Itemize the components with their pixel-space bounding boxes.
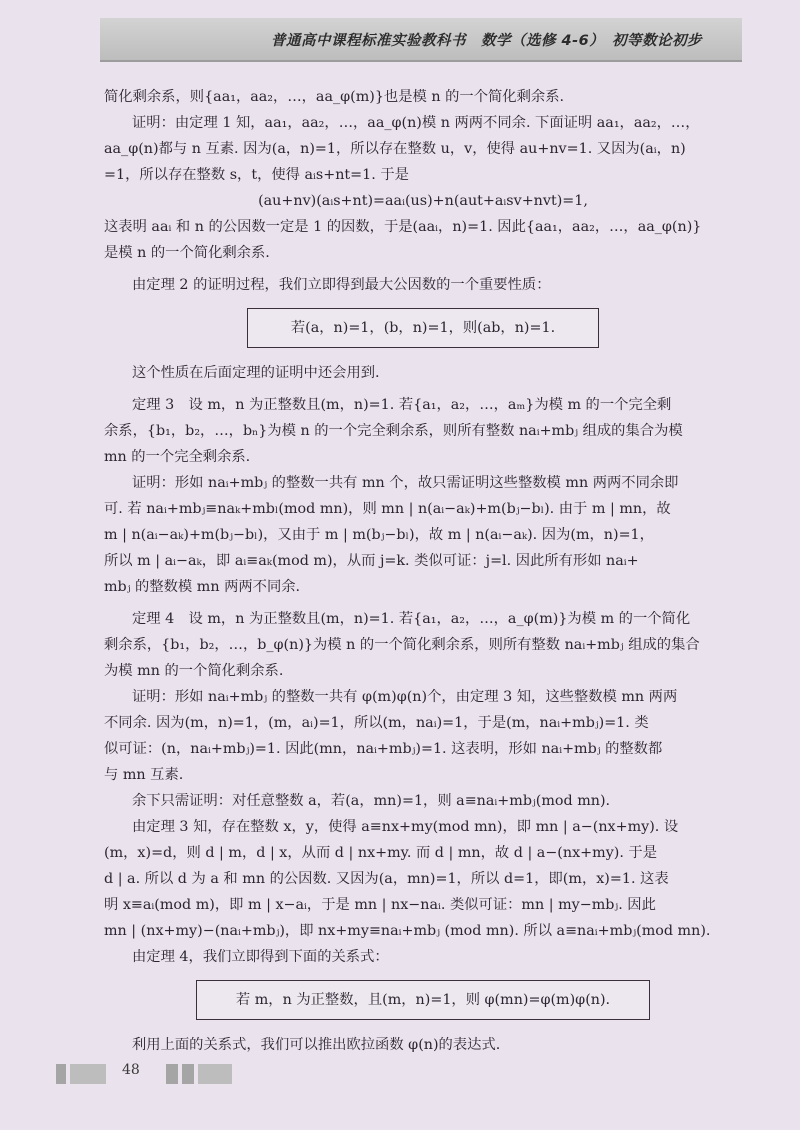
footer-decor-block: [182, 1064, 194, 1084]
proof-line: =1，所以存在整数 s，t，使得 aᵢs+nt=1. 于是: [104, 167, 409, 183]
proof-line: 证明：由定理 1 知，aa₁，aa₂，…，aa_φ(n)模 n 两两不同余. 下面证明 aa₁，aa₂，…，: [132, 115, 700, 131]
paragraph: 简化剩余系，则{aa₁，aa₂，…，aa_φ(m)}也是模 n 的一个简化剩余系.: [104, 89, 565, 105]
proof-line: (m，x)=d，则 d | m，d | x，从而 d | nx+my. 而 d | mn，故 d | a−(nx+my). 于是: [104, 845, 658, 861]
proof-line: 可. 若 naᵢ+mbⱼ≡naₖ+mbₗ(mod mn)，则 mn | n(aᵢ−aₖ)+m(bⱼ−bₗ). 由于 m | mn，故: [104, 501, 671, 517]
paragraph: 利用上面的关系式，我们可以推出欧拉函数 φ(n)的表达式.: [132, 1037, 501, 1053]
equation: (au+nv)(aᵢs+nt)=aaᵢ(us)+n(aut+aᵢsv+nvt)=1,: [258, 193, 588, 209]
footer-decor-block: [56, 1064, 66, 1084]
proof-line: mbⱼ 的整数模 mn 两两不同余.: [104, 579, 301, 595]
proof-line: 不同余. 因为(m，n)=1，(m，aᵢ)=1，所以(m，naᵢ)=1，于是(m，naᵢ+mbⱼ)=1. 类: [104, 715, 649, 731]
running-header: [100, 18, 742, 62]
header-title: 普通高中课程标准实验教科书 数学（选修 4-6） 初等数论初步: [271, 33, 702, 49]
proof-line: 明 x≡aᵢ(mod m)，即 m | x−aᵢ，于是 mn | nx−naᵢ. 类似可证：mn | my−mbⱼ. 因此: [104, 897, 656, 913]
proof-line: 似可证：(n，naᵢ+mbⱼ)=1. 因此(mn，naᵢ+mbⱼ)=1. 这表明，形如 naᵢ+mbⱼ 的整数都: [104, 741, 663, 757]
proof-line: 由定理 3 知，存在整数 x，y，使得 a≡nx+my(mod mn)，即 mn | a−(nx+my). 设: [132, 819, 679, 835]
proof-line: 证明：形如 naᵢ+mbⱼ 的整数一共有 mn 个，故只需证明这些整数模 mn 两两不同余即: [132, 475, 679, 491]
theorem-3-line: mn 的一个完全剩余系.: [104, 449, 251, 465]
theorem-3-line: 余系，{b₁，b₂，…，bₙ}为模 n 的一个完全剩余系，则所有整数 naᵢ+mbⱼ 组成的集合为模: [104, 423, 683, 439]
footer-decor-block: [198, 1064, 232, 1084]
proof-line: 是模 n 的一个简化剩余系.: [104, 245, 270, 261]
proof-line: d | a. 所以 d 为 a 和 mn 的公因数. 又因为(a，mn)=1，所以 d=1，即(m，x)=1. 这表: [104, 871, 669, 887]
proof-line: 余下只需证明：对任意整数 a，若(a，mn)=1，则 a≡naᵢ+mbⱼ(mod mn).: [132, 793, 611, 809]
paragraph: 这个性质在后面定理的证明中还会用到.: [132, 365, 380, 381]
proof-line: aa_φ(n)都与 n 互素. 因为(a，n)=1，所以存在整数 u，v，使得 au+nv=1. 又因为(aᵢ，n): [104, 141, 686, 157]
relation-box: [196, 980, 650, 1020]
proof-line: mn | (nx+my)−(naᵢ+mbⱼ)，即 nx+my≡naᵢ+mbⱼ (mod mn). 所以 a≡naᵢ+mbⱼ(mod mn).: [104, 923, 711, 939]
property-formula: 若(a，n)=1，(b，n)=1，则(ab，n)=1.: [290, 320, 556, 336]
footer-decor-block: [70, 1064, 106, 1084]
theorem-3: 定理 3 设 m，n 为正整数且(m，n)=1. 若{a₁，a₂，…，aₘ}为模 m 的一个完全剩: [132, 397, 672, 413]
theorem-4-line: 剩余系，{b₁，b₂，…，b_φ(n)}为模 n 的一个简化剩余系，则所有整数 naᵢ+mbⱼ 组成的集合: [104, 637, 700, 653]
relation-formula: 若 m，n 为正整数，且(m，n)=1，则 φ(mn)=φ(m)φ(n).: [235, 992, 611, 1008]
proof-line: m | n(aᵢ−aₖ)+m(bⱼ−bₗ)，又由于 m | m(bⱼ−bₗ)，故 m | n(aᵢ−aₖ). 因为(m，n)=1，: [104, 527, 654, 543]
paragraph: 由定理 4，我们立即得到下面的关系式：: [132, 949, 389, 965]
page-number: 48: [122, 1062, 140, 1078]
footer-decor-block: [166, 1064, 178, 1084]
proof-line: 与 mn 互素.: [104, 767, 184, 783]
proof-line: 所以 m | aᵢ−aₖ，即 aᵢ≡aₖ(mod m)，从而 j=k. 类似可证：j=l. 因此所有形如 naᵢ+: [104, 553, 639, 569]
page-body: [104, 84, 742, 1058]
theorem-4: 定理 4 设 m，n 为正整数且(m，n)=1. 若{a₁，a₂，…，a_φ(m)}为模 m 的一个简化: [132, 611, 691, 627]
proof-line: 证明：形如 naᵢ+mbⱼ 的整数一共有 φ(m)φ(n)个，由定理 3 知，这些整数模 mn 两两: [132, 689, 678, 705]
proof-line: 这表明 aaᵢ 和 n 的公因数一定是 1 的因数，于是(aaᵢ，n)=1. 因此{aa₁，aa₂，…，aa_φ(n)}: [104, 219, 702, 235]
paragraph: 由定理 2 的证明过程，我们立即得到最大公因数的一个重要性质：: [132, 277, 551, 293]
theorem-4-line: 为模 mn 的一个简化剩余系.: [104, 663, 284, 679]
property-box: [247, 308, 599, 348]
